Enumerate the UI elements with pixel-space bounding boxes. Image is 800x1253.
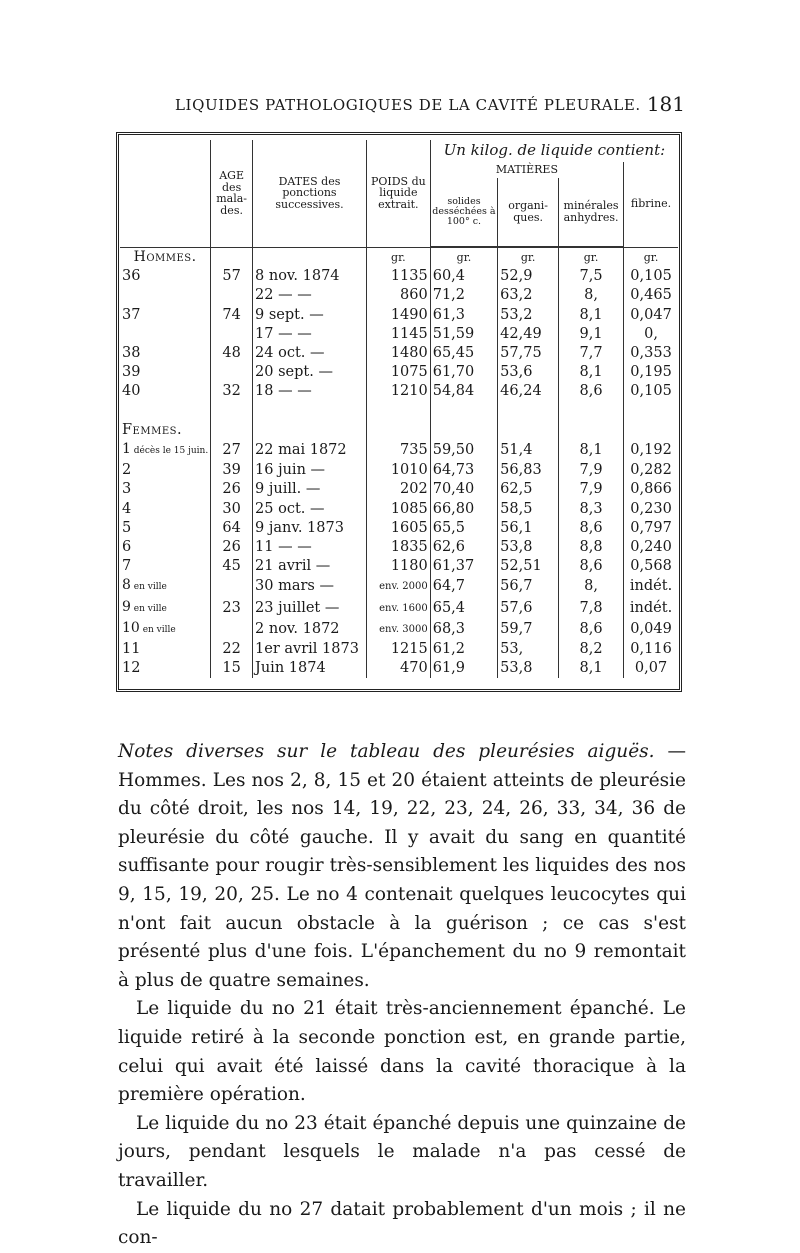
page-number: 181 bbox=[646, 92, 685, 116]
table-row bbox=[120, 306, 678, 325]
cell-solides: 61,70 bbox=[430, 363, 497, 382]
cell-age bbox=[211, 619, 253, 640]
cell-organiques: 56,7 bbox=[498, 576, 559, 597]
cell-age: 32 bbox=[211, 382, 253, 401]
cell-age: 48 bbox=[211, 344, 253, 363]
cell-fibrine: 0,240 bbox=[624, 538, 678, 557]
case-number: 2 bbox=[122, 462, 132, 479]
cell-fibrine: 0,116 bbox=[624, 640, 678, 659]
cell-age: 57 bbox=[211, 267, 253, 286]
cell-date: 16 juin — bbox=[253, 461, 367, 480]
cell-poids: 1135 bbox=[366, 267, 430, 286]
cell-minerales: 8, bbox=[559, 576, 624, 597]
case-number: 10 en ville bbox=[122, 619, 176, 636]
header-solides: solides desséchées à 100° c. bbox=[430, 178, 497, 247]
cell-minerales: 8,6 bbox=[559, 382, 624, 401]
cell-fibrine: 0,866 bbox=[624, 480, 678, 499]
paragraph-2: Le liquide du no 21 était très-anciennement épanché. Le liquide retiré à la seconde ponction est, en grande partie, celui qui avait été laissé dans la cavité thoracique à la première opération. bbox=[118, 998, 686, 1106]
case-number: 8 en ville bbox=[122, 577, 167, 594]
cell-age: 15 bbox=[211, 659, 253, 678]
cell-solides: 61,37 bbox=[430, 557, 497, 576]
cell-fibrine: 0,047 bbox=[624, 306, 678, 325]
cell-age bbox=[211, 576, 253, 597]
cell-poids: 1835 bbox=[366, 538, 430, 557]
case-note: en ville bbox=[130, 582, 167, 593]
case-number: 37 bbox=[122, 306, 141, 323]
cell-fibrine: 0,282 bbox=[624, 461, 678, 480]
cell-organiques: 53,2 bbox=[498, 306, 559, 325]
unit-poids: gr. bbox=[366, 248, 430, 268]
cell-fibrine: 0,192 bbox=[624, 440, 678, 461]
table-row bbox=[120, 500, 678, 519]
paragraph-4: Le liquide du no 27 datait probablement d'un mois ; il ne con- bbox=[118, 1198, 686, 1249]
cell-age bbox=[211, 286, 253, 305]
paragraph-1 bbox=[118, 738, 686, 995]
cell-poids: 1145 bbox=[366, 325, 430, 344]
table-row bbox=[120, 440, 678, 461]
cell-minerales: 8,1 bbox=[559, 440, 624, 461]
cell-minerales: 7,7 bbox=[559, 344, 624, 363]
cell-fibrine: 0,797 bbox=[624, 519, 678, 538]
cell-organiques: 53,8 bbox=[498, 659, 559, 678]
cell-organiques: 56,83 bbox=[498, 461, 559, 480]
cell-solides: 60,4 bbox=[430, 267, 497, 286]
cell-poids: 1010 bbox=[366, 461, 430, 480]
cell-poids: env. 1600 bbox=[366, 598, 430, 619]
cell-fibrine: 0,230 bbox=[624, 500, 678, 519]
cell-minerales: 7,5 bbox=[559, 267, 624, 286]
cell-age: 23 bbox=[211, 598, 253, 619]
table-row bbox=[120, 461, 678, 480]
cell-poids: 735 bbox=[366, 440, 430, 461]
cell-organiques: 53, bbox=[498, 640, 559, 659]
cell-fibrine: 0,568 bbox=[624, 557, 678, 576]
cell-fibrine: 0,195 bbox=[624, 363, 678, 382]
cell-age: 39 bbox=[211, 461, 253, 480]
cell-minerales: 8,6 bbox=[559, 619, 624, 640]
case-number: 12 bbox=[122, 660, 141, 677]
cell-date: 25 oct. — bbox=[253, 500, 367, 519]
cell-organiques: 46,24 bbox=[498, 382, 559, 401]
cell-fibrine: 0, bbox=[624, 325, 678, 344]
header-dates: DATES des ponctions successives. bbox=[253, 140, 367, 247]
cell-solides: 70,40 bbox=[430, 480, 497, 499]
case-number: 6 bbox=[122, 539, 132, 556]
case-note: en ville bbox=[130, 603, 167, 614]
cell-date: 21 avril — bbox=[253, 557, 367, 576]
header-age: AGE des mala- des. bbox=[211, 140, 253, 247]
cell-date: 8 nov. 1874 bbox=[253, 267, 367, 286]
table-row bbox=[120, 519, 678, 538]
table-row bbox=[120, 382, 678, 401]
header-fibrine: fibrine. bbox=[624, 162, 678, 247]
cell-solides: 62,6 bbox=[430, 538, 497, 557]
cell-solides: 68,3 bbox=[430, 619, 497, 640]
cell-date: Juin 1874 bbox=[253, 659, 367, 678]
cell-date: 23 juillet — bbox=[253, 598, 367, 619]
cell-date: 1er avril 1873 bbox=[253, 640, 367, 659]
cell-fibrine: indét. bbox=[624, 576, 678, 597]
header-organiques: organi- ques. bbox=[498, 178, 559, 247]
cell-poids: 860 bbox=[366, 286, 430, 305]
cell-solides: 66,80 bbox=[430, 500, 497, 519]
cell-age: 64 bbox=[211, 519, 253, 538]
header-case-column bbox=[120, 140, 211, 247]
cell-poids: 1215 bbox=[366, 640, 430, 659]
cell-date: 18 — — bbox=[253, 382, 367, 401]
cell-age: 30 bbox=[211, 500, 253, 519]
cell-age bbox=[211, 325, 253, 344]
cell-fibrine: 0,465 bbox=[624, 286, 678, 305]
cell-fibrine: 0,105 bbox=[624, 382, 678, 401]
cell-solides: 64,7 bbox=[430, 576, 497, 597]
cell-organiques: 57,75 bbox=[498, 344, 559, 363]
cell-date: 22 mai 1872 bbox=[253, 440, 367, 461]
cell-minerales: 8,6 bbox=[559, 519, 624, 538]
cell-fibrine: 0,105 bbox=[624, 267, 678, 286]
table-row bbox=[120, 480, 678, 499]
cell-date: 22 — — bbox=[253, 286, 367, 305]
cell-solides: 71,2 bbox=[430, 286, 497, 305]
table-row bbox=[120, 363, 678, 382]
cell-age: 26 bbox=[211, 538, 253, 557]
cell-organiques: 56,1 bbox=[498, 519, 559, 538]
cell-solides: 64,73 bbox=[430, 461, 497, 480]
cell-poids: env. 2000 bbox=[366, 576, 430, 597]
cell-solides: 61,2 bbox=[430, 640, 497, 659]
cell-poids: 202 bbox=[366, 480, 430, 499]
unit-fibrine: gr. bbox=[624, 248, 678, 268]
group-femmes: Femmes. bbox=[122, 421, 183, 438]
cell-solides: 65,5 bbox=[430, 519, 497, 538]
unit-minerales: gr. bbox=[559, 248, 624, 268]
case-number: 4 bbox=[122, 500, 132, 517]
cell-minerales: 8,6 bbox=[559, 557, 624, 576]
cell-age: 26 bbox=[211, 480, 253, 499]
cell-date: 30 mars — bbox=[253, 576, 367, 597]
cell-age: 22 bbox=[211, 640, 253, 659]
cell-date: 2 nov. 1872 bbox=[253, 619, 367, 640]
table-row bbox=[120, 557, 678, 576]
unit-solides: gr. bbox=[430, 248, 497, 268]
cell-poids: 1075 bbox=[366, 363, 430, 382]
running-title: LIQUIDES PATHOLOGIQUES DE LA CAVITÉ PLEURALE. bbox=[175, 96, 641, 114]
cell-organiques: 57,6 bbox=[498, 598, 559, 619]
case-number: 3 bbox=[122, 481, 132, 498]
cell-poids: 1210 bbox=[366, 382, 430, 401]
cell-minerales: 7,9 bbox=[559, 461, 624, 480]
case-number: 7 bbox=[122, 558, 132, 575]
cell-organiques: 63,2 bbox=[498, 286, 559, 305]
cell-poids: 1605 bbox=[366, 519, 430, 538]
case-note: en ville bbox=[139, 624, 176, 635]
cell-organiques: 53,8 bbox=[498, 538, 559, 557]
case-number bbox=[120, 286, 211, 305]
cell-organiques: 51,4 bbox=[498, 440, 559, 461]
case-number: 40 bbox=[122, 383, 141, 400]
cell-date: 20 sept. — bbox=[253, 363, 367, 382]
unit-organiques: gr. bbox=[498, 248, 559, 268]
table-row bbox=[120, 640, 678, 659]
cell-solides: 61,3 bbox=[430, 306, 497, 325]
table-row bbox=[120, 576, 678, 597]
cell-date: 9 sept. — bbox=[253, 306, 367, 325]
cell-poids: 1480 bbox=[366, 344, 430, 363]
running-head bbox=[175, 92, 685, 122]
case-number: 36 bbox=[122, 268, 141, 285]
header-minerales: minérales anhydres. bbox=[559, 178, 624, 247]
cell-solides: 61,9 bbox=[430, 659, 497, 678]
cell-solides: 54,84 bbox=[430, 382, 497, 401]
cell-poids: env. 3000 bbox=[366, 619, 430, 640]
header-poids: POIDS du liquide extrait. bbox=[366, 140, 430, 247]
cell-age: 45 bbox=[211, 557, 253, 576]
data-table bbox=[120, 140, 678, 678]
paragraph-3: Le liquide du no 23 était épanché depuis une quinzaine de jours, pendant lesquels le malade n'a pas cessé de travailler. bbox=[118, 1112, 686, 1191]
cell-date: 11 — — bbox=[253, 538, 367, 557]
notes-text bbox=[118, 738, 686, 1253]
case-note: décès le 15 juin. bbox=[130, 446, 209, 457]
table-row bbox=[120, 325, 678, 344]
case-number bbox=[120, 325, 211, 344]
cell-date: 9 juill. — bbox=[253, 480, 367, 499]
cell-poids: 1490 bbox=[366, 306, 430, 325]
cell-age: 74 bbox=[211, 306, 253, 325]
cell-minerales: 7,8 bbox=[559, 598, 624, 619]
cell-organiques: 53,6 bbox=[498, 363, 559, 382]
cell-fibrine: 0,07 bbox=[624, 659, 678, 678]
cell-poids: 470 bbox=[366, 659, 430, 678]
cell-minerales: 8,2 bbox=[559, 640, 624, 659]
cell-organiques: 52,51 bbox=[498, 557, 559, 576]
case-number: 5 bbox=[122, 519, 132, 536]
cell-organiques: 58,5 bbox=[498, 500, 559, 519]
table-row bbox=[120, 344, 678, 363]
case-number: 39 bbox=[122, 364, 141, 381]
table-row bbox=[120, 619, 678, 640]
cell-fibrine: 0,049 bbox=[624, 619, 678, 640]
cell-organiques: 42,49 bbox=[498, 325, 559, 344]
cell-organiques: 52,9 bbox=[498, 267, 559, 286]
cell-age: 27 bbox=[211, 440, 253, 461]
cell-minerales: 8, bbox=[559, 286, 624, 305]
cell-date: 9 janv. 1873 bbox=[253, 519, 367, 538]
cell-minerales: 8,8 bbox=[559, 538, 624, 557]
table-row bbox=[120, 267, 678, 286]
case-number: 38 bbox=[122, 345, 141, 362]
cell-fibrine: indét. bbox=[624, 598, 678, 619]
cell-minerales: 7,9 bbox=[559, 480, 624, 499]
cell-date: 24 oct. — bbox=[253, 344, 367, 363]
case-number: 9 en ville bbox=[122, 598, 167, 615]
cell-solides: 59,50 bbox=[430, 440, 497, 461]
table-row bbox=[120, 286, 678, 305]
cell-solides: 51,59 bbox=[430, 325, 497, 344]
cell-poids: 1085 bbox=[366, 500, 430, 519]
cell-minerales: 8,3 bbox=[559, 500, 624, 519]
cell-organiques: 59,7 bbox=[498, 619, 559, 640]
cell-minerales: 9,1 bbox=[559, 325, 624, 344]
table-row bbox=[120, 538, 678, 557]
cell-fibrine: 0,353 bbox=[624, 344, 678, 363]
cell-minerales: 8,1 bbox=[559, 363, 624, 382]
header-super: Un kilog. de liquide contient: bbox=[430, 140, 678, 162]
cell-organiques: 62,5 bbox=[498, 480, 559, 499]
cell-solides: 65,4 bbox=[430, 598, 497, 619]
table-row bbox=[120, 598, 678, 619]
case-number: 11 bbox=[122, 641, 141, 658]
cell-minerales: 8,1 bbox=[559, 659, 624, 678]
cell-date: 17 — — bbox=[253, 325, 367, 344]
cell-solides: 65,45 bbox=[430, 344, 497, 363]
cell-minerales: 8,1 bbox=[559, 306, 624, 325]
cell-age bbox=[211, 363, 253, 382]
case-number: 1 décès le 15 juin. bbox=[122, 441, 209, 458]
group-hommes: Hommes. bbox=[133, 249, 197, 265]
paragraph-1-text: — Hommes. Les nos 2, 8, 15 et 20 étaient atteints de pleurésie du côté droit, les nos 14, 19, 22, 23, 24, 26, 33, 34, 36 de pleurésie du côté gauche. Il y avait du sang en quantité suffisante pour rougir très-sensiblement les liquides des nos 9, 15, 19, 20, 25. Le no 4 contenait quelques leucocytes qui n'ont fait aucun obstacle à la guérison ; ce cas s'est présenté plus d'une fois. L'épanchement du no 9 remontait à plus de quatre semaines. bbox=[118, 741, 686, 991]
table-row bbox=[120, 659, 678, 678]
cell-poids: 1180 bbox=[366, 557, 430, 576]
header-matieres: MATIÈRES bbox=[430, 162, 623, 178]
notes-caption: Notes diverses sur le tableau des pleurésies aiguës. bbox=[118, 741, 655, 762]
